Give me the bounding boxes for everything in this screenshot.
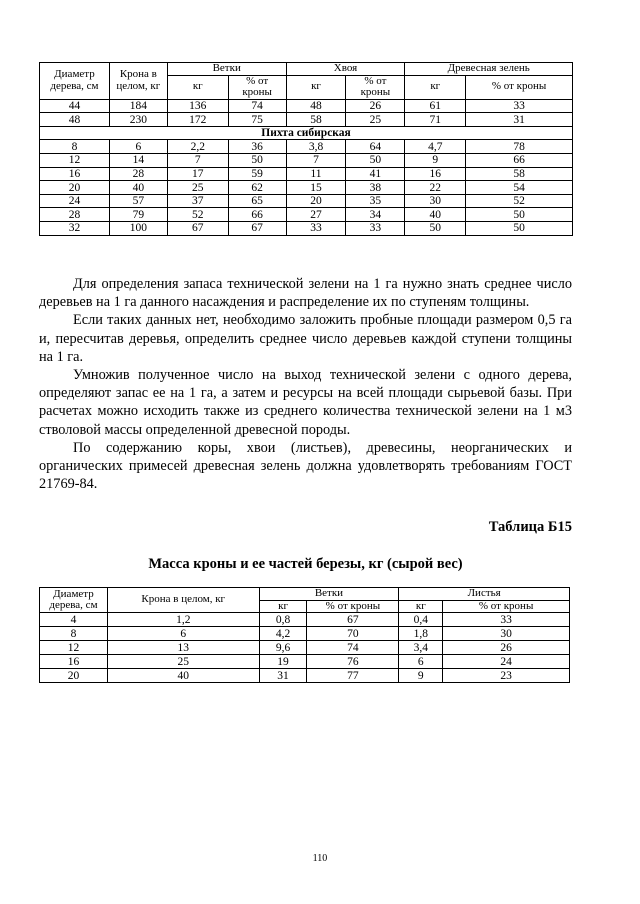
table-cell: 20 [286, 194, 346, 208]
table-cell: 65 [228, 194, 286, 208]
table-row [40, 99, 573, 113]
subheader-kg: кг [286, 75, 346, 99]
table-cell: 50 [466, 208, 573, 222]
table-cell: 26 [443, 641, 570, 655]
table-cell: 66 [466, 154, 573, 168]
table-row [40, 655, 570, 669]
table-cell: 52 [167, 208, 228, 222]
table-cell: 25 [107, 655, 259, 669]
table-cell: 30 [405, 194, 466, 208]
table-cell: 48 [40, 113, 110, 127]
table-cell: 0,4 [399, 613, 443, 627]
table-cell: 12 [40, 154, 110, 168]
table-cell: 71 [405, 113, 466, 127]
table-cell: 74 [228, 99, 286, 113]
table-cell: 172 [167, 113, 228, 127]
table-cell: 48 [286, 99, 346, 113]
page-number: 110 [312, 853, 328, 864]
table-cell: 50 [405, 221, 466, 235]
subheader-kg: кг [259, 600, 307, 613]
table-cell: 7 [286, 154, 346, 168]
table-row [40, 221, 573, 235]
table-row [40, 154, 573, 168]
table-cell: 62 [228, 181, 286, 195]
table-row [40, 669, 570, 683]
header-greenery: Древесная зелень [405, 63, 573, 76]
table-cell: 50 [228, 154, 286, 168]
table-cell: 9 [399, 669, 443, 683]
subheader-pct: % от кроны [228, 75, 286, 99]
table-row [40, 140, 573, 154]
table-group-row [40, 126, 573, 140]
table-row [40, 641, 570, 655]
table-cell: 20 [40, 181, 110, 195]
table-cell: 19 [259, 655, 307, 669]
table-cell: 75 [228, 113, 286, 127]
table-cell: 57 [109, 194, 167, 208]
table-cell: 8 [40, 627, 108, 641]
table-row [40, 167, 573, 181]
table-cell: 32 [40, 221, 110, 235]
subheader-kg: кг [167, 75, 228, 99]
table-number: Таблица Б15 [488, 519, 572, 535]
table-cell: 76 [307, 655, 399, 669]
table-cell: 12 [40, 641, 108, 655]
header-crown: Крона в целом, кг [107, 588, 259, 613]
table-cell: 25 [346, 113, 405, 127]
table-cell: 23 [443, 669, 570, 683]
table-cell: 20 [40, 669, 108, 683]
table-cell: 64 [346, 140, 405, 154]
table-cell: 77 [307, 669, 399, 683]
table-row [40, 627, 570, 641]
table-row [40, 181, 573, 195]
table-cell: 79 [109, 208, 167, 222]
table-cell: 28 [40, 208, 110, 222]
table-cell: 28 [109, 167, 167, 181]
table-cell: 25 [167, 181, 228, 195]
table-cell: 33 [466, 99, 573, 113]
table-cell: 1,8 [399, 627, 443, 641]
table-cell: 8 [40, 140, 110, 154]
table-row [40, 613, 570, 627]
table-row [40, 194, 573, 208]
table-cell: 7 [167, 154, 228, 168]
table-cell: 59 [228, 167, 286, 181]
table-cell: 24 [40, 194, 110, 208]
table-cell: 6 [109, 140, 167, 154]
table-cell: 230 [109, 113, 167, 127]
table-cell: 16 [405, 167, 466, 181]
table-cell: 31 [466, 113, 573, 127]
paragraph: По содержанию коры, хвои (листьев), древесины, неорганических и органических примесей древесная зелень должна удовлетворять требованиям ГОСТ 21769-84. [39, 439, 572, 493]
table-continuation [39, 62, 573, 236]
header-crown: Крона в целом, кг [109, 63, 167, 100]
subheader-pct: % от кроны [466, 75, 573, 99]
table-cell: 33 [443, 613, 570, 627]
paragraph: Умножив полученное число на выход технической зелени с одного дерева, определяют запас ее на 1 га, а затем и ресурсы на всей площади сырьевой базы. При расчетах можно исходить также из среднего количества технической зелени на 1 м3 стволовой массы определенной древесной породы. [39, 367, 572, 438]
table-cell: 67 [307, 613, 399, 627]
header-diameter: Диаметр дерева, см [40, 63, 110, 100]
table-cell: 34 [346, 208, 405, 222]
table-cell: 9 [405, 154, 466, 168]
table-cell: 66 [228, 208, 286, 222]
table-cell: 35 [346, 194, 405, 208]
table-cell: 3,8 [286, 140, 346, 154]
header-branches: Ветки [259, 588, 399, 601]
table-cell: 16 [40, 167, 110, 181]
table-cell: 50 [466, 221, 573, 235]
table-cell: 36 [228, 140, 286, 154]
table-birch-crown-mass [39, 587, 570, 683]
table-cell: 13 [107, 641, 259, 655]
table-cell: 24 [443, 655, 570, 669]
table-cell: 70 [307, 627, 399, 641]
table-cell: 41 [346, 167, 405, 181]
table-cell: 40 [405, 208, 466, 222]
table-cell: 78 [466, 140, 573, 154]
body-text [39, 275, 572, 493]
subheader-pct: % от кроны [307, 600, 399, 613]
table-cell: 4,2 [259, 627, 307, 641]
subheader-kg: кг [405, 75, 466, 99]
table-cell: 4,7 [405, 140, 466, 154]
table-cell: 74 [307, 641, 399, 655]
table-cell: 15 [286, 181, 346, 195]
table-cell: 4 [40, 613, 108, 627]
paragraph: Если таких данных нет, необходимо заложить пробные площади размером 0,5 га и, пересчитав деревья, определить среднее число деревьев каждой ступени толщины на 1 га. [39, 312, 572, 365]
table-cell: 184 [109, 99, 167, 113]
table-cell: 26 [346, 99, 405, 113]
header-branches: Ветки [167, 63, 286, 76]
table-cell: 0,8 [259, 613, 307, 627]
table-cell: 9,6 [259, 641, 307, 655]
table-cell: 37 [167, 194, 228, 208]
table-cell: 54 [466, 181, 573, 195]
table-cell: 22 [405, 181, 466, 195]
table-cell: 40 [107, 669, 259, 683]
table-cell: 11 [286, 167, 346, 181]
table-cell: 33 [346, 221, 405, 235]
table-cell: 52 [466, 194, 573, 208]
header-needles: Хвоя [286, 63, 405, 76]
table-cell: 2,2 [167, 140, 228, 154]
table-cell: 14 [109, 154, 167, 168]
table-cell: 38 [346, 181, 405, 195]
table-row [40, 208, 573, 222]
paragraph: Для определения запаса технической зелени на 1 га нужно знать среднее число деревьев на 1 га данного насаждения и распределение их по ступеням толщины. [39, 276, 572, 311]
table-cell: 58 [466, 167, 573, 181]
table-cell: 40 [109, 181, 167, 195]
subheader-pct: % от кроны [443, 600, 570, 613]
table-cell: 58 [286, 113, 346, 127]
table-cell: 100 [109, 221, 167, 235]
table-cell: 17 [167, 167, 228, 181]
table-cell: 6 [107, 627, 259, 641]
table-cell: 6 [399, 655, 443, 669]
table-cell: 3,4 [399, 641, 443, 655]
table-cell: 30 [443, 627, 570, 641]
table-cell: 67 [228, 221, 286, 235]
table-cell: 136 [167, 99, 228, 113]
table-cell: 61 [405, 99, 466, 113]
group-label: Пихта сибирская [40, 126, 573, 140]
table-cell: 1,2 [107, 613, 259, 627]
table-cell: 27 [286, 208, 346, 222]
header-diameter: Диаметр дерева, см [40, 588, 108, 613]
table-caption: Масса кроны и ее частей березы, кг (сырой вес) [148, 556, 463, 572]
table-cell: 44 [40, 99, 110, 113]
header-leaves: Листья [399, 588, 570, 601]
subheader-kg: кг [399, 600, 443, 613]
table-cell: 50 [346, 154, 405, 168]
table-cell: 67 [167, 221, 228, 235]
table-cell: 31 [259, 669, 307, 683]
table-row [40, 113, 573, 127]
subheader-pct: % от кроны [346, 75, 405, 99]
table-cell: 16 [40, 655, 108, 669]
table-cell: 33 [286, 221, 346, 235]
